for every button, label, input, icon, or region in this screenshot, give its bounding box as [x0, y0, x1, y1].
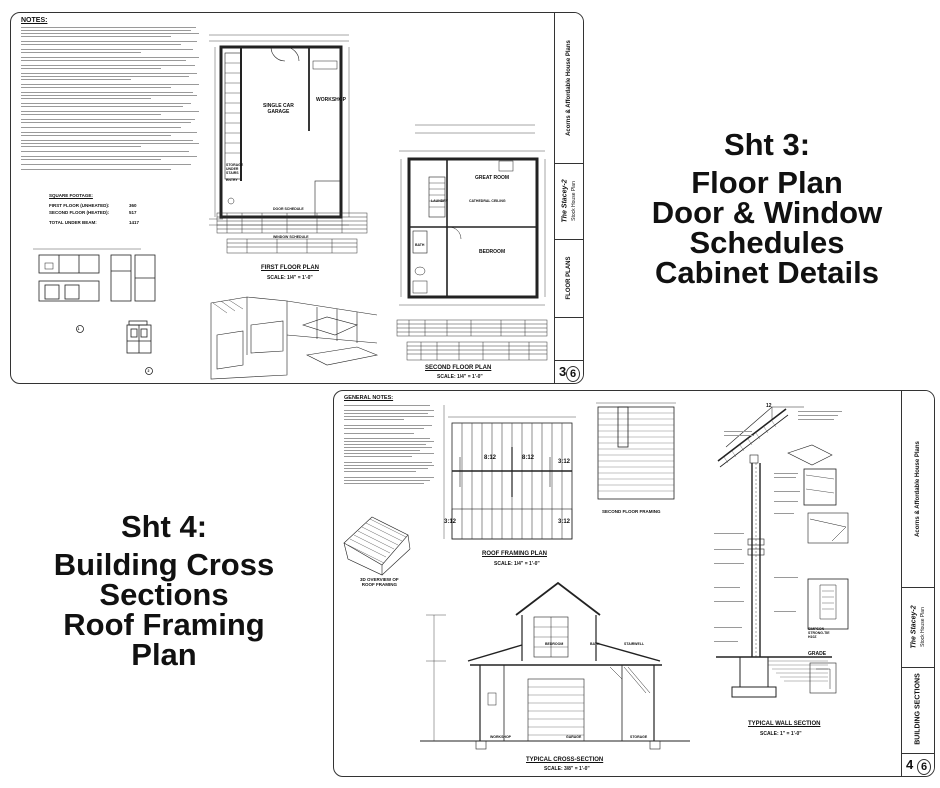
section-storage: STORAGE	[630, 735, 648, 739]
wall-section-scale: SCALE: 1" = 1'-0"	[760, 731, 802, 737]
roof-framing-3d-overview	[338, 513, 418, 577]
caption-sheet-3	[612, 127, 922, 290]
wall-section-title: TYPICAL WALL SECTION	[748, 721, 821, 727]
roof-framing-3d-title: 3D OVERVIEW OF ROOF FRAMING	[360, 577, 399, 587]
cabinet-detail-1-marker: 1	[77, 327, 80, 331]
interior-perspective-sketch	[207, 295, 387, 381]
second-floor-plan-title: SECOND FLOOR PLAN	[425, 365, 492, 371]
simpson-strong-tie-label: SIMPSON STRONG-TIE H10Z	[808, 627, 830, 639]
wall-section-pitch-12: 12	[766, 403, 772, 409]
sf-first-floor-label: FIRST FLOOR (UNHEATED):	[49, 203, 110, 208]
sf-first-floor-value: 360	[129, 203, 137, 208]
sheet-total: 6	[566, 366, 580, 382]
roof-framing-plan-scale: SCALE: 1/4" = 1'-0"	[494, 561, 540, 567]
plan-subtitle: Stock House Plan	[571, 181, 577, 221]
sheet-3-floor-plans	[10, 12, 584, 384]
sf-second-floor-value: 517	[129, 210, 137, 215]
roof-pitch-label-5: 3:12	[558, 519, 571, 525]
first-floor-plan-title: FIRST FLOOR PLAN	[261, 265, 319, 271]
sheet-4-building-sections	[333, 390, 935, 777]
room-cathedral-ceiling: CATHEDRAL CEILING	[469, 199, 506, 203]
room-laundry: LAUNDRY	[431, 199, 448, 203]
sheet-label: BUILDING SECTIONS	[914, 673, 922, 745]
general-notes-title: GENERAL NOTES:	[344, 395, 394, 401]
door-window-schedule-tables	[217, 207, 377, 255]
caption-sheet-4	[14, 509, 314, 672]
room-workshop: WORKSHOP	[316, 97, 346, 103]
first-floor-plan-scale: SCALE: 1/4" = 1'-0"	[267, 275, 313, 281]
caption-sht4-line-3: Sections	[99, 577, 229, 612]
room-bedroom: BEDROOM	[479, 249, 506, 255]
room-great-room: GREAT ROOM	[475, 175, 510, 181]
cross-section-scale: SCALE: 3/8" = 1'-0"	[544, 766, 590, 772]
caption-sht3-line-3: Door & Window	[651, 195, 883, 230]
caption-sht3-line-5: Cabinet Details	[655, 255, 879, 290]
sheet-label: FLOOR PLANS	[566, 256, 572, 300]
sf-total-value: 1417	[129, 220, 140, 225]
second-floor-framing-title: SECOND FLOOR FRAMING	[602, 509, 661, 514]
roof-framing-plan-title: ROOF FRAMING PLAN	[482, 551, 547, 557]
section-bath: BATH	[590, 642, 600, 646]
plan-subtitle: Stock House Plan	[920, 607, 926, 647]
plan-name: The Stacey-2	[561, 179, 569, 223]
cabinet-elevations	[31, 241, 171, 381]
roof-pitch-label-4: 3:12	[444, 519, 457, 525]
sheet-number-block	[902, 753, 934, 776]
grade-label: GRADE	[808, 651, 827, 657]
room-single-car-garage: SINGLE CAR GARAGE	[263, 103, 294, 115]
roof-pitch-label-3: 3:12	[558, 459, 571, 465]
company-name: Acorns & Affordable House Plans	[566, 40, 572, 136]
section-bedroom: BEDROOM	[545, 642, 564, 646]
caption-sht4-line-1: Sht 4:	[120, 509, 208, 544]
door-schedule-title: DOOR SCHEDULE	[273, 207, 304, 211]
sf-total-label: TOTAL UNDER BEAM:	[49, 220, 97, 225]
typical-wall-section-drawing	[712, 399, 902, 717]
caption-sht4-line-5: Plan	[131, 637, 197, 672]
roof-pitch-label-2: 8:12	[522, 455, 535, 461]
caption-sht3-line-2: Floor Plan	[691, 165, 843, 200]
second-floor-schedule-tables	[397, 316, 557, 362]
second-floor-plan-drawing	[395, 121, 555, 311]
caption-sht3-line-4: Schedules	[689, 225, 845, 260]
window-schedule-title: WINDOW SCHEDULE	[273, 235, 309, 239]
second-floor-plan-scale: SCALE: 1/4" = 1'-0"	[437, 374, 483, 380]
cross-section-title: TYPICAL CROSS-SECTION	[526, 757, 604, 763]
company-name: Acorns & Affordable House Plans	[915, 441, 921, 537]
roof-pitch-label-1: 8:12	[484, 455, 497, 461]
caption-sht4-line-4: Roof Framing	[63, 607, 265, 642]
title-block-sheet-4	[901, 391, 934, 776]
section-garage: GARAGE	[566, 735, 582, 739]
title-block-sheet-3	[554, 13, 583, 383]
caption-sht3-line-1: Sht 3:	[723, 127, 811, 162]
roof-framing-plan-drawing	[438, 397, 588, 555]
room-storage-under-stairs: STORAGE UNDER STAIRS	[226, 163, 244, 175]
section-stairwell: STAIRWELL	[624, 642, 645, 646]
caption-sht4-line-2: Building Cross	[53, 547, 275, 582]
cabinet-detail-2-marker: 2	[147, 369, 150, 373]
second-floor-framing-drawing	[592, 399, 682, 509]
typical-cross-section-drawing	[410, 575, 700, 757]
sheet-number-block	[555, 360, 583, 383]
sheet-number: 4	[906, 757, 914, 772]
section-workshop: WORKSHOP	[490, 735, 511, 739]
sf-second-floor-label: SECOND FLOOR (HEATED):	[49, 210, 110, 215]
room-bath: BATH	[415, 243, 425, 247]
square-footage-title: SQUARE FOOTAGE:	[49, 193, 93, 198]
sheet-number: 3	[559, 364, 567, 379]
room-entry: ENTRY	[226, 178, 238, 182]
notes-title: NOTES:	[21, 17, 48, 24]
plan-name: The Stacey-2	[910, 605, 918, 649]
sheet-total: 6	[917, 759, 931, 775]
first-floor-plan-drawing	[209, 31, 359, 231]
